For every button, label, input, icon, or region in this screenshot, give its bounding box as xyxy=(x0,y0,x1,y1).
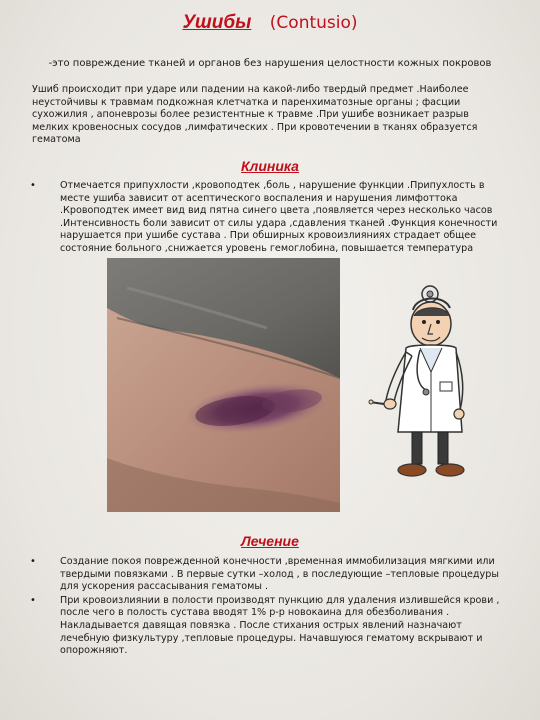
treatment-heading: Лечение xyxy=(241,533,299,549)
clinic-item: • Отмечается припухлости ,кровоподтек ,боль , нарушение функции .Припухлость в месте ушиба зависит от асептического воспаления и нарушения лимфоттока .Кровоподтек имеет вид вид пятна синего цвета ,появляется через несколько часов .Интенсивность боли зависит от силы удара ,сдавления тканей .Функция конечности нарушается при ушибе сустава . При обширных кровоизлияниях страдает общее состояние больного ,снижается уровень гемоглобина, повышается температура xyxy=(30,180,506,256)
bruise-photo xyxy=(107,258,340,512)
treatment-list xyxy=(30,556,506,659)
treatment-item: • При кровоизлиянии в полости производят пункцию для удаления излившейся крови , после чего в полость сустава вводят 1% р-р новокаина для обезболивания . Накладывается давящая повязка . После стихания острых явлений назначают лечебную физкультуру ,тепловые процедуры. Начавшуюся гематому вскрывают и опорожняют. xyxy=(30,595,506,658)
intro-paragraph: Ушиб происходит при ударе или падении на какой-либо твердый предмет .Наиболее неустойчивы к травмам подкожная клетчатка и паренхиматозные органы ; фасции сухожилия , апоневрозы более резистентные к травме .При ушибе возникает разрыв мелких кровеносных сосудов ,лимфатических . При кровотечении в тканях образуется гематома xyxy=(32,84,478,146)
title-latin: (Contusio) xyxy=(269,13,358,33)
doctor-cartoon xyxy=(368,282,474,482)
definition-text: -это повреждение тканей и органов без нарушения целостности кожных покровов xyxy=(48,58,492,69)
clinic-heading: Клиника xyxy=(241,158,299,174)
page-title xyxy=(0,12,540,34)
title-russian: Ушибы xyxy=(182,12,252,33)
clinic-list xyxy=(30,180,506,257)
treatment-item: • Создание покоя поврежденной конечности ,временная иммобилизация мягкими или твердыми повязками . В первые сутки –холод , в последующие –тепловые процедуры для ускорения рассасывания гематомы . xyxy=(30,556,506,594)
